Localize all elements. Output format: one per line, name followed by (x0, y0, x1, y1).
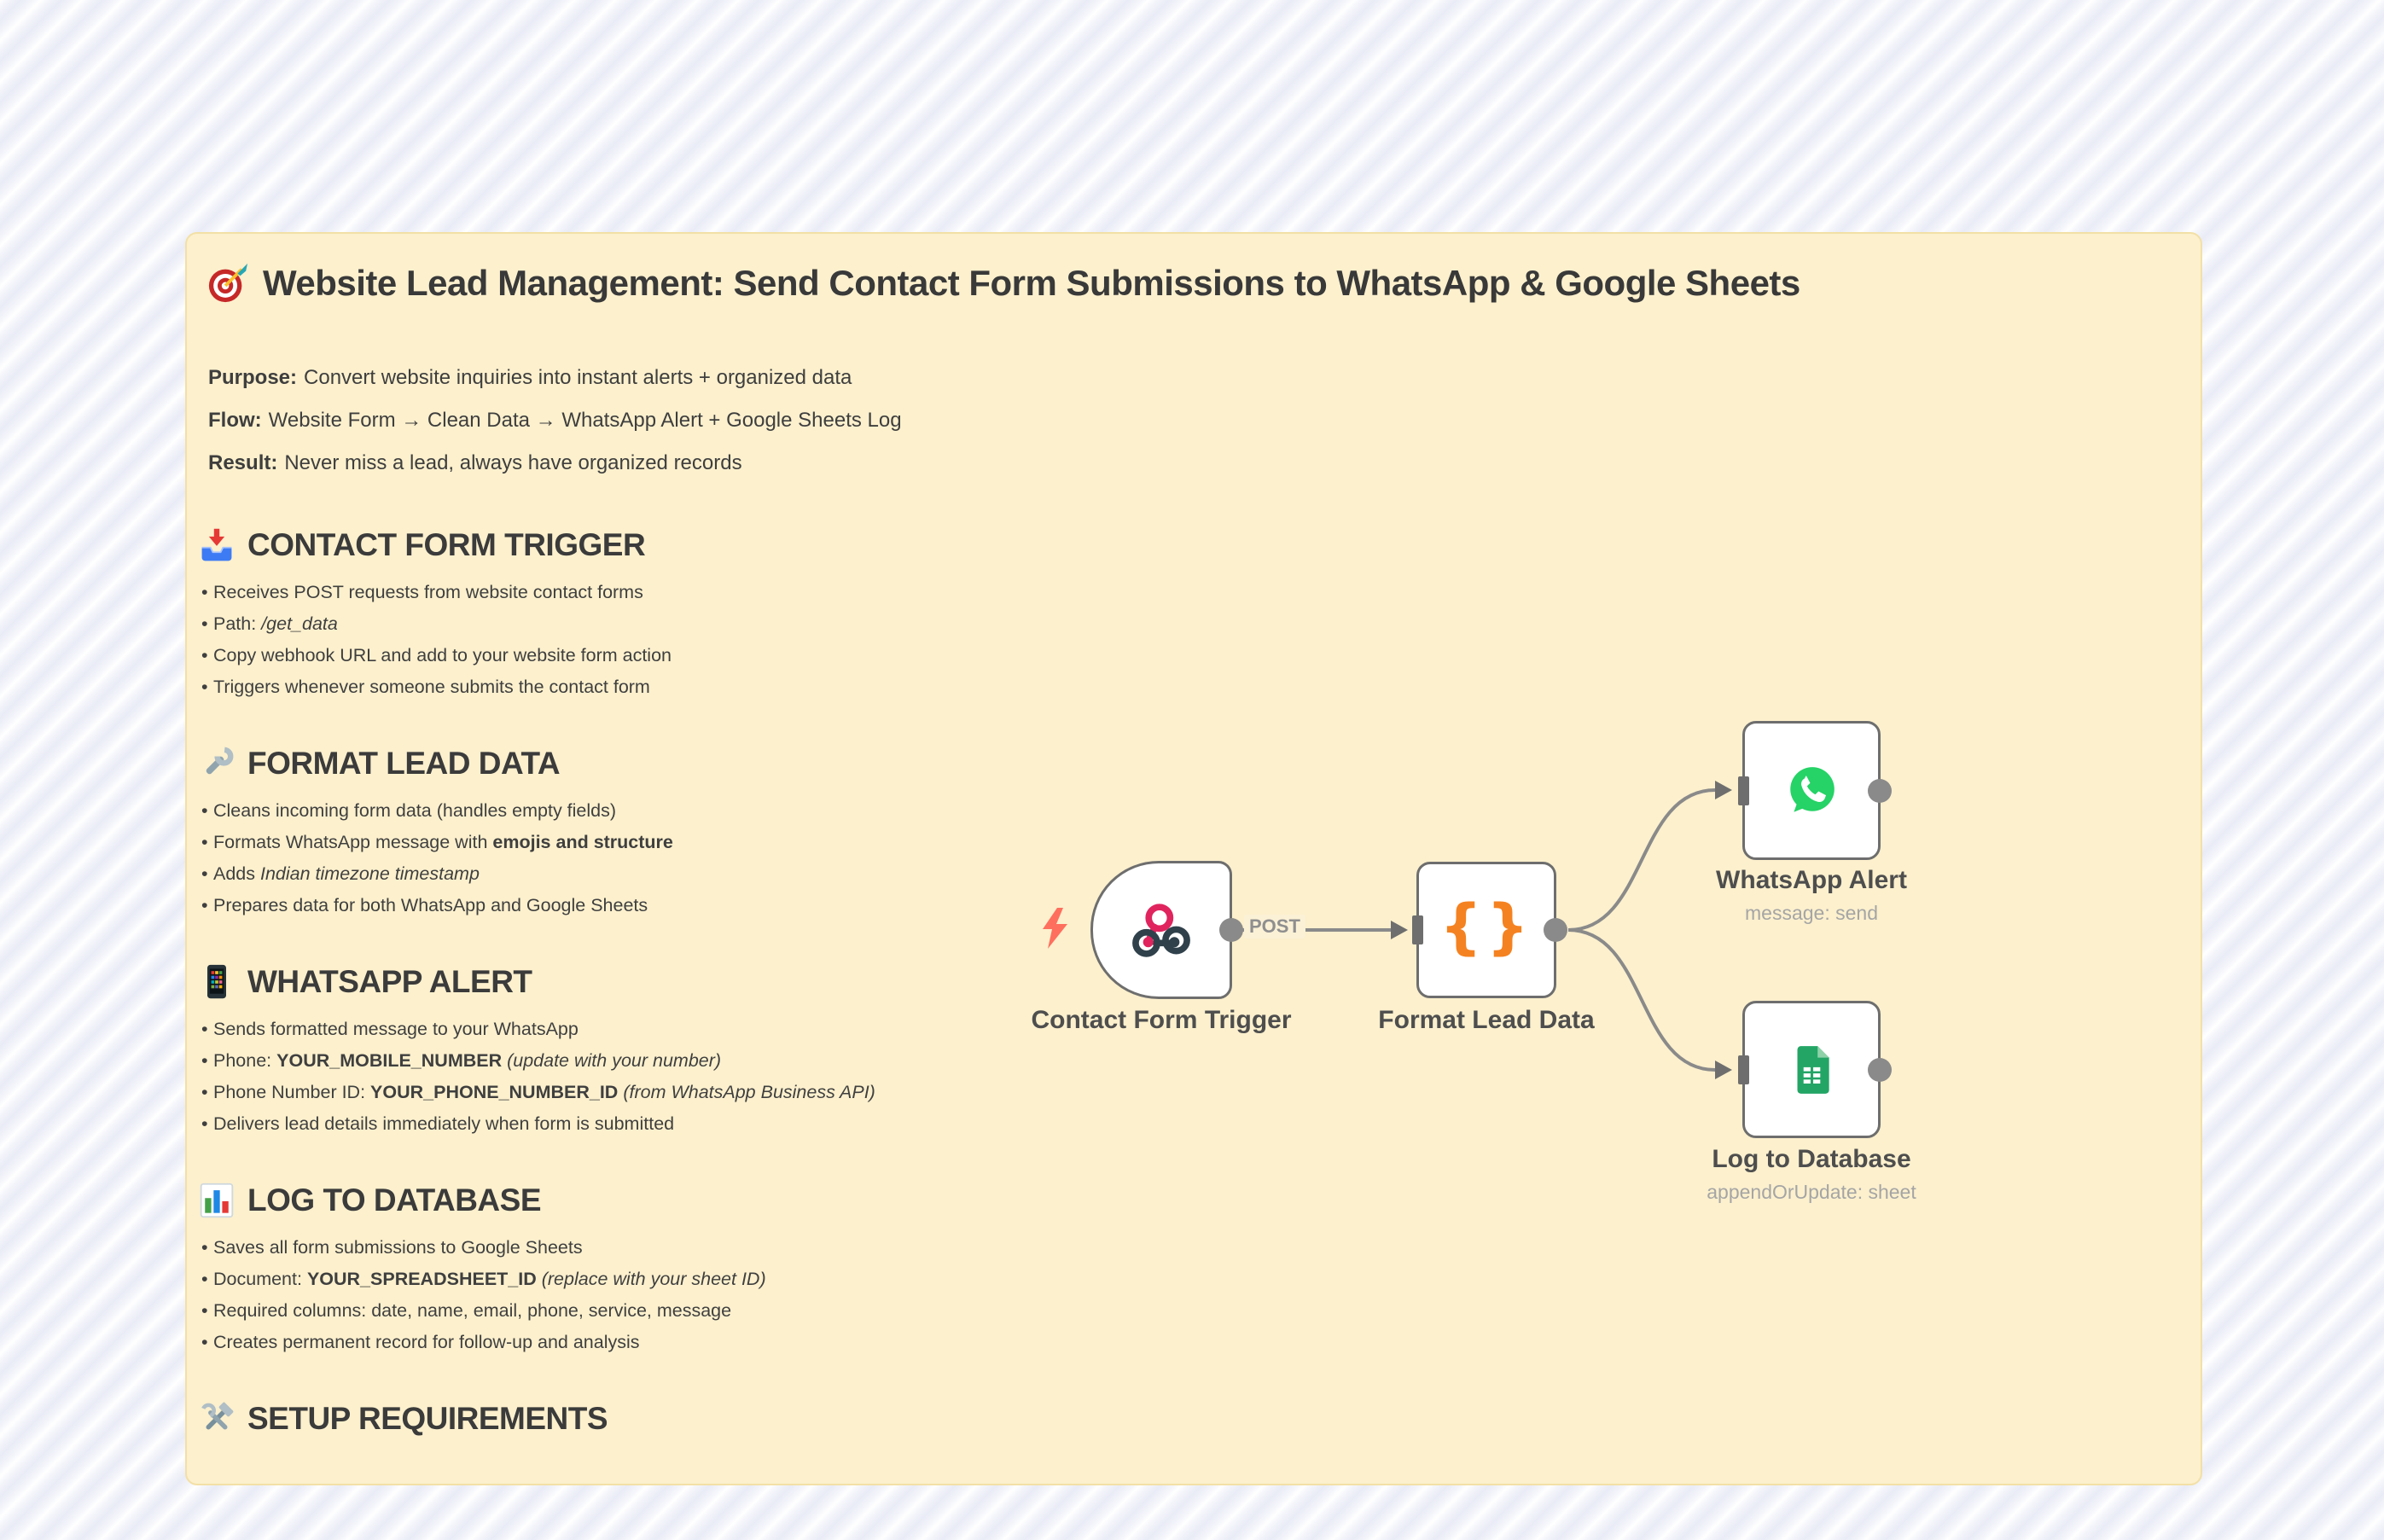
google-sheets-icon (1783, 1042, 1840, 1098)
node-label-format-lead-data: Format Lead Data (1378, 1006, 1595, 1034)
arrowhead-into-sheets (1715, 1061, 1732, 1079)
webhook-icon (1131, 902, 1191, 958)
bullet-item: • Receives POST requests from website contact forms (198, 577, 2166, 608)
bullet-item: • Sends formatted message to your WhatsApp (198, 1014, 2166, 1045)
node-contact-form-trigger[interactable] (1090, 861, 1232, 999)
bullet-item: • Creates permanent record for follow-up and analysis (198, 1327, 2166, 1358)
section-title: LOG TO DATABASE (247, 1183, 541, 1217)
node-label-whatsapp-alert: WhatsApp Alert message: send (1555, 866, 2067, 925)
node-log-to-database[interactable] (1742, 1001, 1881, 1138)
bullet-item: • Cleans incoming form data (handles empty fields) (198, 795, 2166, 827)
bullet-item: • Phone: YOUR_MOBILE_NUMBER (update with your number) (198, 1045, 2166, 1077)
connection-label-post: POST (1244, 915, 1305, 939)
intro-purpose: Purpose: Convert website inquiries into instant alerts + organized data (208, 366, 852, 389)
intro-result: Result: Never miss a lead, always have organized records (208, 451, 742, 474)
node-format-lead-data[interactable] (1416, 862, 1556, 998)
node-label-contact-form-trigger: Contact Form Trigger (1031, 1006, 1292, 1034)
section-title: FORMAT LEAD DATA (247, 746, 561, 781)
input-connector[interactable] (1738, 1055, 1749, 1084)
bullet-item: • Phone Number ID: YOUR_PHONE_NUMBER_ID (from WhatsApp Business API) (198, 1077, 2166, 1108)
code-braces-icon: {} (1439, 892, 1533, 962)
wire-code-to-sheets (1568, 930, 1715, 1070)
output-connector[interactable] (1219, 918, 1243, 942)
bullet-item: • Delivers lead details immediately when form is submitted (198, 1108, 2166, 1140)
bullet-item: • Saves all form submissions to Google Sheets (198, 1232, 2166, 1264)
bullet-item: • Path: /get_data (198, 608, 2166, 640)
arrowhead-into-code (1391, 921, 1408, 939)
bullet-item: • Required columns: date, name, email, phone, service, message (198, 1295, 2166, 1327)
bullet-item: • Adds Indian timezone timestamp (198, 858, 2166, 890)
output-connector[interactable] (1868, 779, 1892, 803)
bullet-item: • Document: YOUR_SPREADSHEET_ID (replace with your sheet ID) (198, 1264, 2166, 1295)
node-whatsapp-alert[interactable] (1742, 721, 1881, 860)
section-title: WHATSAPP ALERT (247, 964, 532, 999)
node-sublabel: message: send (1745, 902, 1878, 924)
bullet-item: • Formats WhatsApp message with emojis and structure (198, 827, 2166, 858)
bullet-item: • Triggers whenever someone submits the contact form (198, 671, 2166, 703)
output-connector[interactable] (1868, 1058, 1892, 1082)
node-label-log-to-database: Log to Database appendOrUpdate: sheet (1555, 1145, 2067, 1204)
section-title: SETUP REQUIREMENTS (247, 1401, 608, 1436)
sticky-title-text: Website Lead Management: Send Contact Form Submissions to WhatsApp & Google Sheets (263, 263, 1800, 303)
node-sublabel: appendOrUpdate: sheet (1707, 1181, 1916, 1203)
bullet-item: • Prepares data for both WhatsApp and Google Sheets (198, 890, 2166, 921)
arrowhead-into-whatsapp (1715, 781, 1732, 799)
bullet-item: • Copy webhook URL and add to your website form action (198, 640, 2166, 671)
trigger-bolt-icon (1038, 906, 1072, 950)
input-connector[interactable] (1738, 776, 1749, 805)
section-title: CONTACT FORM TRIGGER (247, 527, 646, 562)
whatsapp-icon (1783, 763, 1840, 819)
input-connector[interactable] (1412, 915, 1423, 944)
intro-flow: Flow: Website Form → Clean Data → WhatsApp Alert + Google Sheets Log (208, 409, 902, 432)
